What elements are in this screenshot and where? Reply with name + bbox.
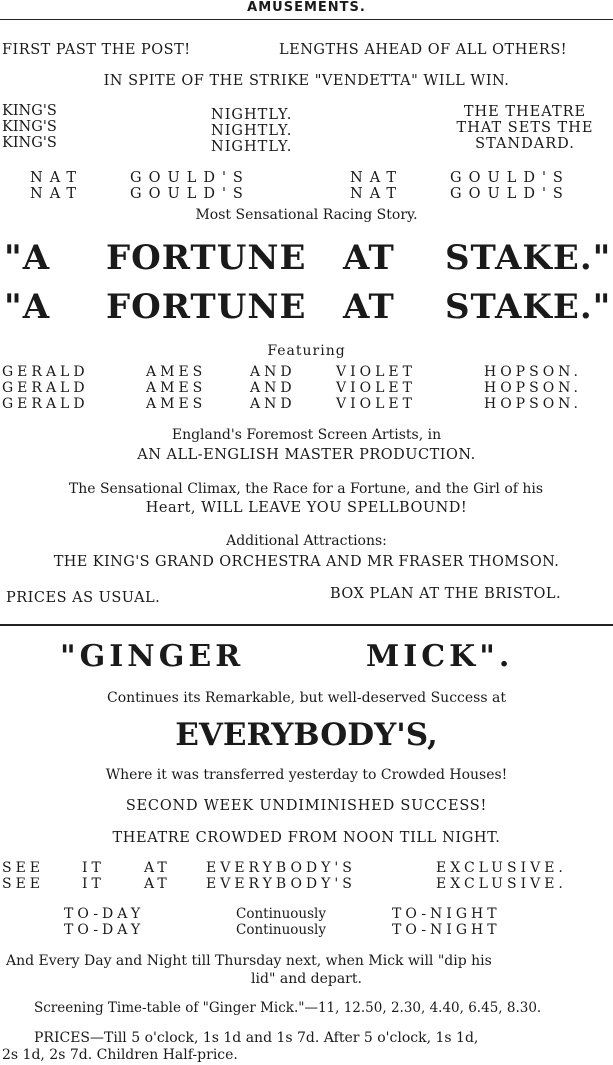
cast-word: HOPSON. bbox=[484, 364, 582, 380]
goulds-text: GOULD'S bbox=[450, 170, 570, 186]
prices-line: PRICES AS USUAL. bbox=[6, 590, 161, 606]
transferred-line: Where it was transferred yesterday to Crowded Houses! bbox=[105, 767, 508, 783]
advert-divider bbox=[0, 624, 613, 626]
artists-line: England's Foremost Screen Artists, in bbox=[171, 427, 442, 443]
cast-word: AMES bbox=[146, 380, 207, 396]
venue-name: EVERYBODY'S, bbox=[175, 717, 438, 753]
nightly-text: NIGHTLY. bbox=[211, 107, 293, 123]
climax-line-2: Heart, WILL LEAVE YOU SPELLBOUND! bbox=[145, 500, 468, 516]
ginger-mick-title: "GINGER bbox=[60, 639, 245, 674]
title-word: "A bbox=[4, 287, 51, 327]
see-word: EVERYBODY'S bbox=[206, 860, 356, 876]
cast-col bbox=[484, 364, 582, 412]
headline-left: FIRST PAST THE POST! bbox=[2, 42, 191, 58]
cast-col bbox=[250, 364, 296, 412]
every-day-line-1: And Every Day and Night till Thursday next, when Mick will "dip his bbox=[6, 953, 492, 969]
every-day-line-2: lid" and depart. bbox=[251, 971, 362, 987]
section-header: AMUSEMENTS. bbox=[247, 0, 366, 15]
headline-right: LENGTHS AHEAD OF ALL OTHERS! bbox=[279, 42, 568, 58]
see-col bbox=[436, 860, 567, 892]
see-col bbox=[144, 860, 171, 892]
tonight-text: TO-NIGHT bbox=[392, 906, 501, 922]
nightly-text: NIGHTLY. bbox=[211, 139, 293, 155]
cast-word: AND bbox=[250, 364, 296, 380]
cast-word: AND bbox=[250, 380, 296, 396]
see-col bbox=[82, 860, 105, 892]
climax-line-1: The Sensational Climax, the Race for a Fortune, and the Girl of his bbox=[68, 481, 544, 497]
goulds-text: GOULD'S bbox=[450, 186, 570, 202]
story-line: Most Sensational Racing Story. bbox=[195, 207, 418, 223]
goulds-stack-2 bbox=[450, 170, 570, 202]
goulds-text: GOULD'S bbox=[130, 170, 250, 186]
additional-line: Additional Attractions: bbox=[226, 533, 387, 549]
theatre-stack bbox=[440, 104, 610, 152]
kings-stack bbox=[2, 103, 57, 151]
see-word: EXCLUSIVE. bbox=[436, 876, 567, 892]
prices-line-2: 2s 1d, 2s 7d. Children Half-price. bbox=[2, 1047, 238, 1063]
cast-word: AMES bbox=[146, 396, 207, 412]
continuously-text: Continuously bbox=[236, 906, 326, 922]
title-word: AT bbox=[343, 287, 395, 327]
cast-word: AND bbox=[250, 396, 296, 412]
production-line: AN ALL-ENGLISH MASTER PRODUCTION. bbox=[137, 447, 476, 463]
nat-text: NAT bbox=[350, 170, 404, 186]
title-word: STAKE." bbox=[445, 238, 612, 278]
cast-word: VIOLET bbox=[336, 396, 416, 412]
theatre-text: THAT SETS THE bbox=[456, 120, 594, 136]
nat-text: NAT bbox=[350, 186, 404, 202]
crowded-line: THEATRE CROWDED FROM NOON TILL NIGHT. bbox=[112, 830, 501, 846]
see-col bbox=[2, 860, 44, 892]
cast-word: GERALD bbox=[2, 364, 89, 380]
continuously-stack bbox=[236, 906, 326, 938]
box-plan-line: BOX PLAN AT THE BRISTOL. bbox=[330, 586, 562, 602]
ginger-mick-title: MICK". bbox=[366, 639, 514, 674]
kings-text: KING'S bbox=[2, 119, 57, 135]
theatre-text: STANDARD. bbox=[475, 136, 575, 152]
cast-word: AMES bbox=[146, 364, 207, 380]
cast-word: HOPSON. bbox=[484, 380, 582, 396]
nightly-text: NIGHTLY. bbox=[211, 123, 293, 139]
theatre-text: THE THEATRE bbox=[463, 104, 587, 120]
nat-stack-2 bbox=[350, 170, 403, 202]
nat-text: NAT bbox=[30, 170, 84, 186]
see-word: AT bbox=[144, 876, 171, 892]
tonight-text: TO-NIGHT bbox=[392, 922, 501, 938]
goulds-text: GOULD'S bbox=[130, 186, 250, 202]
cast-word: GERALD bbox=[2, 380, 89, 396]
featuring-label: Featuring bbox=[267, 343, 346, 359]
see-word: IT bbox=[82, 860, 105, 876]
continuously-text: Continuously bbox=[236, 922, 326, 938]
cast-col bbox=[336, 364, 416, 412]
title-word: "A bbox=[4, 238, 51, 278]
kings-text: KING'S bbox=[2, 103, 57, 119]
cast-col bbox=[146, 364, 206, 412]
header-rule bbox=[0, 19, 613, 20]
cast-word: GERALD bbox=[2, 396, 89, 412]
see-col bbox=[206, 860, 356, 892]
nat-stack-1 bbox=[30, 170, 83, 202]
title-word: STAKE." bbox=[445, 287, 612, 327]
see-word: EXCLUSIVE. bbox=[436, 860, 567, 876]
title-word: FORTUNE bbox=[106, 287, 307, 327]
see-word: SEE bbox=[2, 876, 45, 892]
continues-line: Continues its Remarkable, but well-deserved Success at bbox=[107, 690, 506, 706]
see-word: SEE bbox=[2, 860, 45, 876]
today-stack bbox=[64, 906, 144, 938]
nightly-stack bbox=[211, 107, 292, 155]
cast-word: HOPSON. bbox=[484, 396, 582, 412]
cast-word: VIOLET bbox=[336, 380, 416, 396]
kings-text: KING'S bbox=[2, 135, 57, 151]
cast-word: VIOLET bbox=[336, 364, 416, 380]
nat-text: NAT bbox=[30, 186, 84, 202]
title-word: FORTUNE bbox=[106, 238, 307, 278]
see-word: AT bbox=[144, 860, 171, 876]
see-word: IT bbox=[82, 876, 105, 892]
goulds-stack-1 bbox=[130, 170, 250, 202]
tonight-stack bbox=[392, 906, 501, 938]
today-text: TO-DAY bbox=[64, 922, 145, 938]
today-text: TO-DAY bbox=[64, 906, 145, 922]
second-week-line: SECOND WEEK UNDIMINISHED SUCCESS! bbox=[125, 798, 488, 814]
cast-col bbox=[2, 364, 89, 412]
title-word: AT bbox=[343, 238, 395, 278]
prices-line-1: PRICES—Till 5 o'clock, 1s 1d and 1s 7d. After 5 o'clock, 1s 1d, bbox=[34, 1030, 479, 1046]
screening-line: Screening Time-table of "Ginger Mick."—11, 12.50, 2.30, 4.40, 6.45, 8.30. bbox=[34, 1000, 542, 1016]
orchestra-line: THE KING'S GRAND ORCHESTRA AND MR FRASER THOMSON. bbox=[53, 554, 560, 570]
see-word: EVERYBODY'S bbox=[206, 876, 356, 892]
strike-line: IN SPITE OF THE STRIKE "VENDETTA" WILL WIN. bbox=[103, 73, 510, 89]
